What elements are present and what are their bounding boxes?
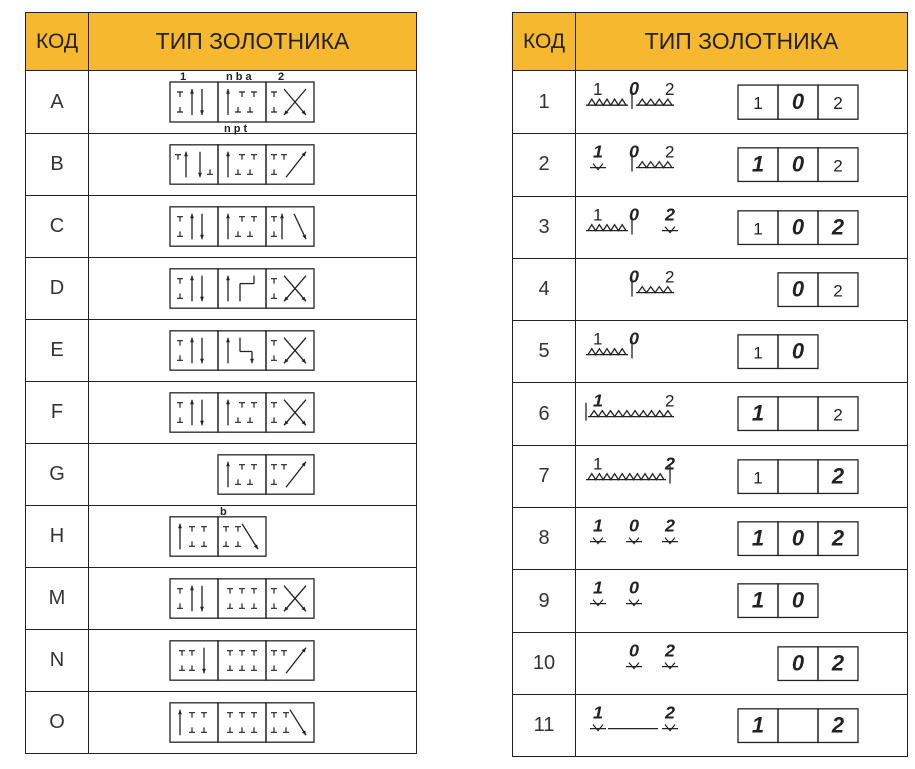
code-column-header: КОД bbox=[26, 13, 89, 70]
valve-code: B bbox=[26, 134, 89, 195]
spring-symbol bbox=[576, 134, 907, 195]
spring-code: 10 bbox=[513, 633, 576, 694]
table-row bbox=[513, 382, 907, 444]
spring-symbol bbox=[576, 71, 907, 133]
spring-symbol bbox=[576, 695, 907, 756]
spool-symbol bbox=[89, 320, 416, 381]
position-box-label: 1 bbox=[751, 401, 765, 427]
spool-symbol bbox=[89, 444, 416, 505]
position-box-label: 2 bbox=[833, 406, 843, 426]
table-header bbox=[26, 13, 416, 71]
valve-diagram bbox=[89, 258, 416, 319]
table-row bbox=[513, 71, 907, 133]
spring-symbol bbox=[576, 259, 907, 320]
table-row bbox=[513, 507, 907, 569]
position-label: 1 bbox=[593, 515, 604, 536]
spring-diagram bbox=[576, 259, 907, 320]
position-box-label: 0 bbox=[791, 650, 805, 676]
spool-symbol bbox=[89, 258, 416, 319]
spool-type-table-right bbox=[512, 12, 908, 757]
spring-symbol bbox=[576, 446, 907, 507]
table-row bbox=[513, 196, 907, 258]
position-label: 2 bbox=[665, 143, 675, 163]
position-label: 2 bbox=[665, 392, 675, 412]
position-label: 0 bbox=[629, 640, 640, 661]
spring-diagram bbox=[576, 695, 907, 756]
position-label: 0 bbox=[629, 515, 640, 536]
code-column-header: КОД bbox=[513, 13, 576, 70]
valve-code: O bbox=[26, 692, 89, 753]
position-label: 2 bbox=[665, 702, 676, 723]
position-box-label: 2 bbox=[833, 281, 843, 301]
table-row bbox=[26, 629, 416, 691]
position-box-label: 1 bbox=[753, 94, 763, 114]
spring-code: 3 bbox=[513, 197, 576, 258]
valve-diagram bbox=[89, 134, 416, 195]
position-label: 1 bbox=[593, 454, 603, 474]
table-header bbox=[513, 13, 907, 71]
table-row bbox=[513, 320, 907, 382]
position-box-label: 2 bbox=[833, 94, 843, 114]
spring-code: 4 bbox=[513, 259, 576, 320]
position-label: 1 bbox=[593, 702, 604, 723]
spring-symbol bbox=[576, 570, 907, 631]
position-box-label: 1 bbox=[753, 468, 763, 488]
spring-symbol bbox=[576, 321, 907, 382]
table-row bbox=[26, 443, 416, 505]
table-body bbox=[26, 71, 416, 753]
spring-code: 5 bbox=[513, 321, 576, 382]
spool-symbol bbox=[89, 196, 416, 257]
position-label: 2 bbox=[665, 204, 676, 225]
table-row bbox=[26, 257, 416, 319]
position-box-label: 2 bbox=[831, 525, 845, 551]
position-label: 2 bbox=[665, 267, 675, 287]
table-row bbox=[513, 632, 907, 694]
spool-symbol bbox=[89, 692, 416, 753]
position-label: 2 bbox=[665, 453, 676, 474]
spool-type-column-header: ТИП ЗОЛОТНИКА bbox=[155, 28, 350, 54]
valve-diagram bbox=[89, 692, 416, 753]
position-label: 1 bbox=[593, 391, 604, 412]
port-label: b bbox=[220, 505, 227, 518]
valve-code: N bbox=[26, 630, 89, 691]
position-box-label: 0 bbox=[791, 588, 805, 613]
position-box-label: 1 bbox=[751, 712, 765, 738]
spring-symbol bbox=[576, 197, 907, 258]
valve-code: Е bbox=[26, 320, 89, 381]
table-row bbox=[513, 133, 907, 195]
position-box-label: 1 bbox=[751, 588, 765, 613]
valve-diagram bbox=[89, 196, 416, 257]
spring-diagram bbox=[576, 71, 907, 133]
spring-code: 1 bbox=[513, 71, 576, 133]
port-label: n b a bbox=[226, 71, 252, 83]
table-row bbox=[26, 319, 416, 381]
valve-code: G bbox=[26, 444, 89, 505]
table-row bbox=[513, 258, 907, 320]
spring-diagram bbox=[576, 134, 907, 195]
position-label: 2 bbox=[665, 640, 676, 661]
spring-symbol bbox=[576, 508, 907, 569]
port-label: n p t bbox=[224, 123, 248, 135]
position-box-label: 0 bbox=[791, 276, 805, 302]
position-box-label: 1 bbox=[751, 525, 765, 551]
position-label: 2 bbox=[665, 80, 675, 100]
position-box-label: 2 bbox=[831, 712, 845, 738]
spring-diagram bbox=[576, 508, 907, 569]
position-label: 0 bbox=[629, 266, 640, 287]
position-box-label: 0 bbox=[791, 525, 805, 551]
spool-symbol bbox=[89, 71, 416, 133]
position-box-label: 0 bbox=[791, 214, 805, 240]
position-label: 1 bbox=[593, 330, 603, 349]
spring-symbol bbox=[576, 383, 907, 444]
position-label: 1 bbox=[593, 205, 603, 225]
table-row bbox=[26, 381, 416, 443]
valve-diagram bbox=[89, 630, 416, 691]
position-box-label: 0 bbox=[791, 89, 805, 115]
valve-diagram bbox=[89, 568, 416, 629]
spool-symbol bbox=[89, 630, 416, 691]
position-box-label: 2 bbox=[831, 650, 845, 676]
spring-code: 6 bbox=[513, 383, 576, 444]
position-label: 0 bbox=[629, 204, 640, 225]
position-label: 0 bbox=[629, 578, 640, 599]
valve-diagram bbox=[89, 320, 416, 381]
table-row bbox=[26, 567, 416, 629]
position-label: 0 bbox=[629, 79, 640, 100]
spring-diagram bbox=[576, 383, 907, 444]
spring-diagram bbox=[576, 321, 907, 382]
position-box-label: 0 bbox=[791, 151, 805, 177]
port-label: 1 bbox=[180, 71, 187, 83]
valve-code: F bbox=[26, 382, 89, 443]
spool-symbol bbox=[89, 382, 416, 443]
position-label: 0 bbox=[629, 329, 640, 349]
valve-code: M bbox=[26, 568, 89, 629]
spring-diagram bbox=[576, 197, 907, 258]
valve-diagram bbox=[89, 444, 416, 505]
position-label: 0 bbox=[629, 142, 640, 163]
position-label: 1 bbox=[593, 142, 604, 163]
table-row bbox=[26, 133, 416, 195]
table-body bbox=[513, 71, 907, 756]
position-box-label: 2 bbox=[831, 463, 845, 489]
table-row bbox=[26, 505, 416, 567]
position-box-label: 0 bbox=[791, 338, 805, 364]
position-box-label: 1 bbox=[751, 151, 765, 177]
position-box-label: 2 bbox=[833, 156, 843, 176]
spring-code: 2 bbox=[513, 134, 576, 195]
spring-diagram bbox=[576, 570, 907, 631]
spool-type-table-left bbox=[25, 12, 417, 754]
position-label: 2 bbox=[665, 515, 676, 536]
spool-type-column-header: ТИП ЗОЛОТНИКА bbox=[644, 28, 839, 54]
spring-code: 8 bbox=[513, 508, 576, 569]
table-row bbox=[26, 195, 416, 257]
table-row bbox=[513, 569, 907, 631]
valve-diagram bbox=[89, 71, 416, 133]
spool-symbol bbox=[89, 568, 416, 629]
spring-symbol bbox=[576, 633, 907, 694]
position-label: 1 bbox=[593, 80, 603, 100]
table-row bbox=[26, 691, 416, 753]
position-box-label: 1 bbox=[753, 219, 763, 239]
position-box-label: 2 bbox=[831, 214, 845, 240]
spool-symbol bbox=[89, 506, 416, 567]
spring-diagram bbox=[576, 446, 907, 507]
valve-code: A bbox=[26, 71, 89, 133]
spring-code: 7 bbox=[513, 446, 576, 507]
valve-diagram bbox=[89, 382, 416, 443]
table-row bbox=[513, 694, 907, 756]
table-row bbox=[513, 445, 907, 507]
spool-symbol bbox=[89, 134, 416, 195]
valve-code: C bbox=[26, 196, 89, 257]
spring-code: 9 bbox=[513, 570, 576, 631]
position-label: 1 bbox=[593, 578, 604, 599]
port-label: 2 bbox=[278, 71, 285, 83]
table-row bbox=[26, 71, 416, 133]
valve-code: D bbox=[26, 258, 89, 319]
position-box-label: 1 bbox=[753, 343, 763, 363]
valve-diagram bbox=[89, 506, 416, 567]
spring-code: 11 bbox=[513, 695, 576, 756]
valve-code: H bbox=[26, 506, 89, 567]
spring-diagram bbox=[576, 633, 907, 694]
